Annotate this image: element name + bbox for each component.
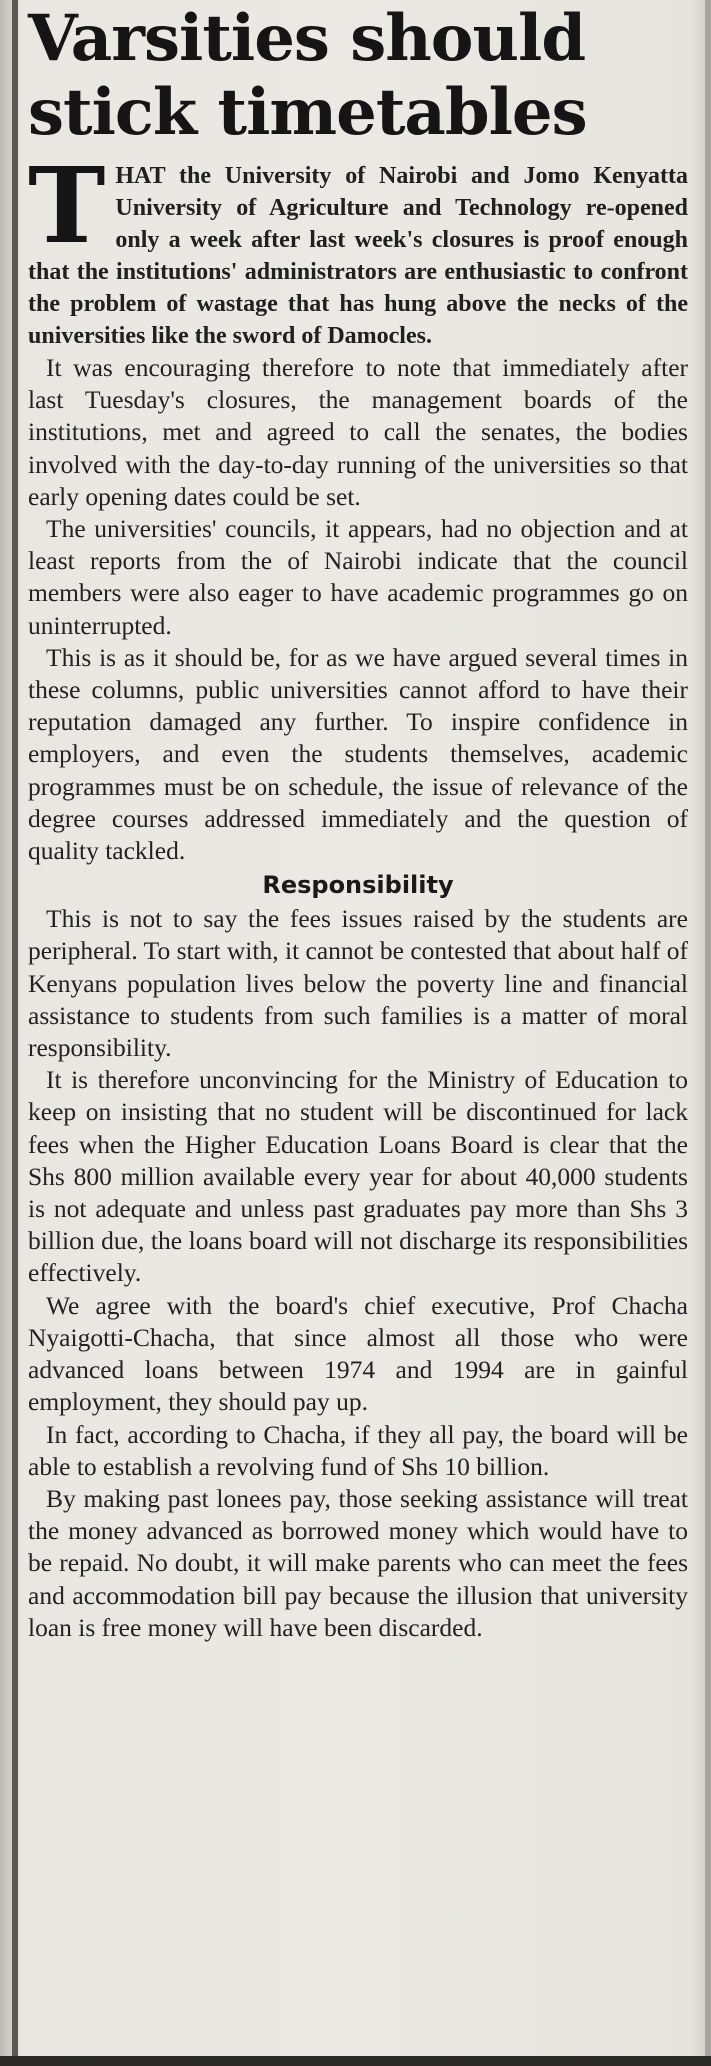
section-subhead: Responsibility — [262, 871, 454, 900]
drop-cap: T — [28, 144, 106, 267]
body-paragraph: We agree with the board's chief executive, Prof Chacha Nyaigotti-Chacha, that since almost all those who were advanced loans between 1974 and 1994 are in gainful employment, they should pay up. — [28, 1290, 688, 1417]
body-paragraph: By making past lonees pay, those seeking assistance will treat the money advanced as borrowed money which would have to be repaid. No doubt, it will make parents who can meet the fees and accommodation bill pay because the illusion that university loan is free money will have been discarded. — [28, 1483, 688, 1642]
page-edge-right — [705, 0, 711, 2066]
column-rule-left — [12, 0, 18, 2066]
body-paragraph: This is as it should be, for as we have argued several times in these columns, public universities cannot afford to have their reputation damaged any further. To inspire confidence in employers, and even the students themselves, academic programmes must be on schedule, the issue of relevance of the degree courses addressed immediately and the question of quality tackled. — [28, 642, 688, 866]
editorial-article — [28, 0, 688, 1644]
bottom-rule — [0, 2056, 711, 2066]
body-paragraph: This is not to say the fees issues raised by the students are peripheral. To start with, it cannot be contested that about half of Kenyans population lives below the poverty line and financial assistance to students from such families is a matter of moral responsibility. — [28, 904, 688, 1063]
body-paragraph: It was encouraging therefore to note that immediately after last Tuesday's closures, the management boards of the institutions, met and agreed to call the senates, the bodies involved with the day-to-day running of the universities so that early opening dates could be set. — [28, 353, 688, 511]
body-paragraph: It is therefore unconvincing for the Ministry of Education to keep on insisting that no student will be discontinued for lack fees when the Higher Education Loans Board is clear that the Shs 800 million available every year for about 40,000 students is not adequate and unless past graduates pay more than Shs 3 billion due, the loans board will not discharge its responsibilities effectively. — [28, 1065, 688, 1288]
lead-text: HAT the University of Nairobi and Jomo Kenyatta University of Agriculture and Technology re-opened only a week after last week's closures is proof enough that the institutions' administrators are enthusiastic to confront the problem of wastage that has hung above the necks of the universities like the sword of Damocles. — [28, 163, 688, 349]
lead-paragraph — [28, 144, 688, 352]
body-paragraph: In fact, according to Chacha, if they all pay, the board will be able to establish a revolving fund of Shs 10 billion. — [28, 1419, 688, 1481]
article-headline: Varsities should stick timetables — [28, 1, 587, 150]
body-paragraph: The universities' councils, it appears, had no objection and at least reports from the of Nairobi indicate that the council members were also eager to have academic programmes go on uninterrupted. — [28, 514, 688, 640]
